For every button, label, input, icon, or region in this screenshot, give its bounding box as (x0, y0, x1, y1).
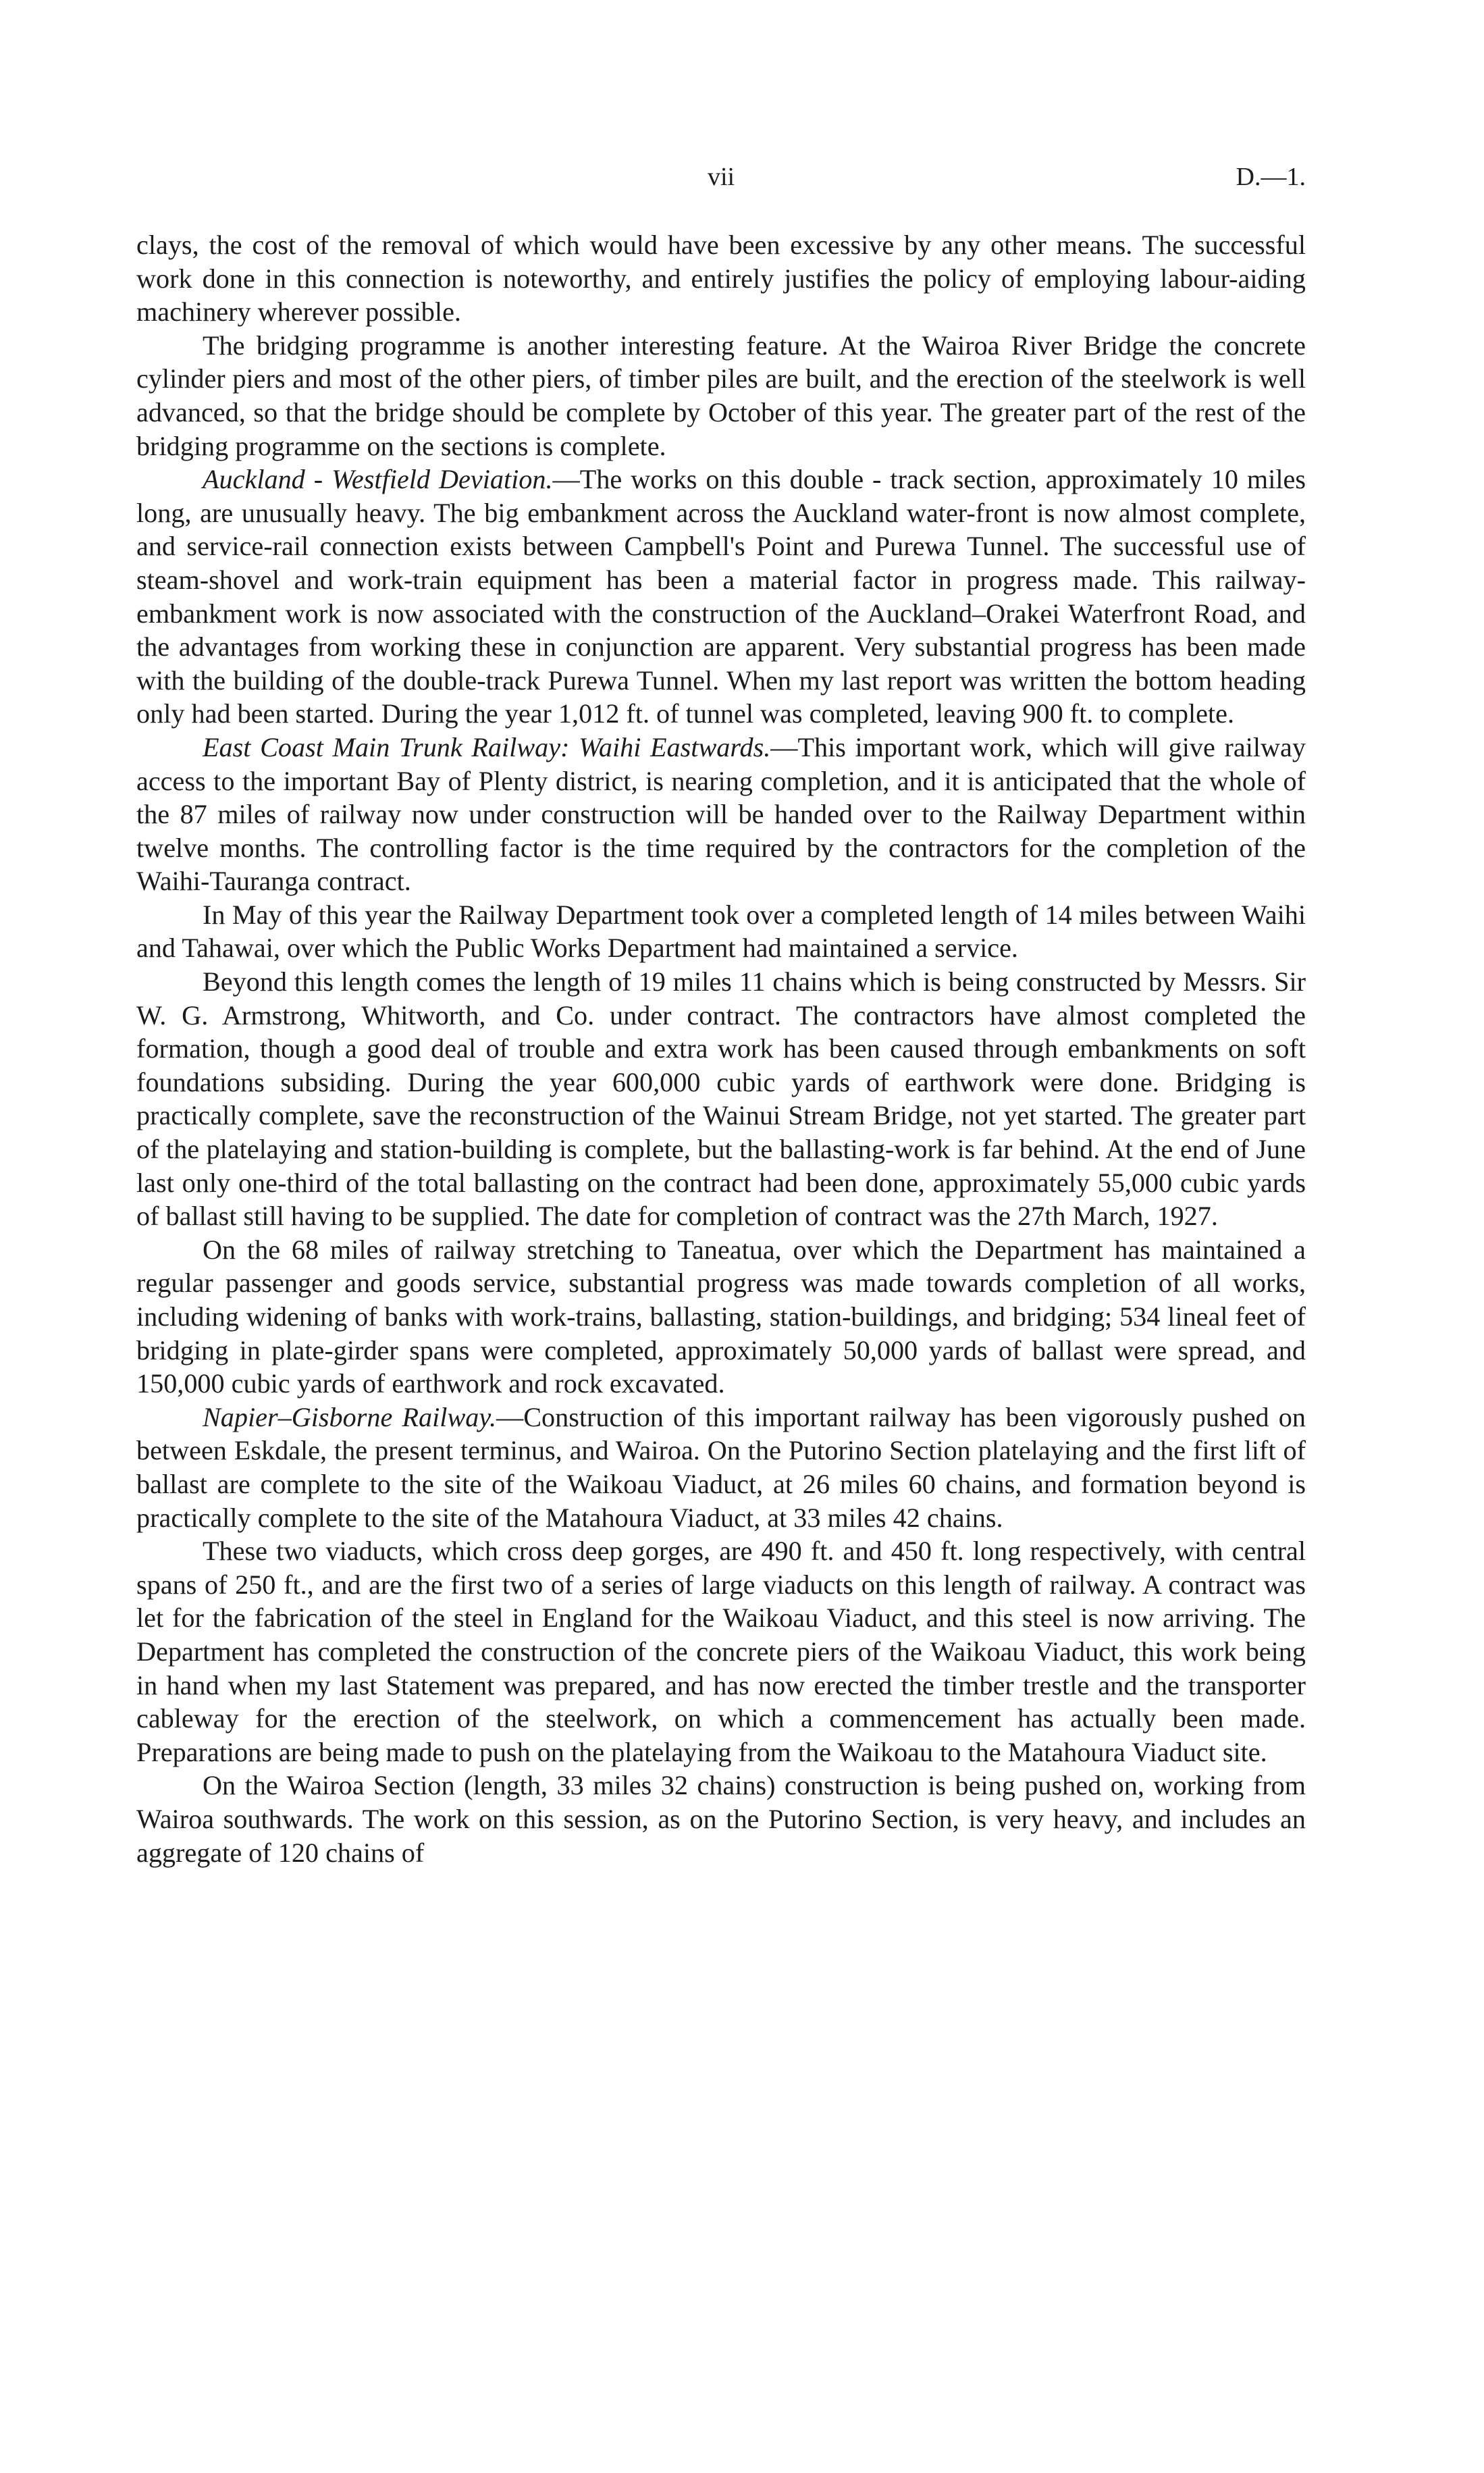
body-text (136, 228, 1306, 1869)
paragraph-text: —This important work, which will give railway access to the important Bay of Plenty district, is nearing completion, and it is anticipated that the whole of the 87 miles of railway now under construction will be handed over to the Railway Department within twelve months. The controlling factor is the time required by the contractors for the completion of the Waihi-Tauranga contract. (136, 731, 1306, 897)
document-reference: D.—1. (1236, 163, 1306, 191)
paragraph-text: Beyond this length comes the length of 19 miles 11 chains which is being constructed by Messrs. Sir W. G. Armstrong, Whitworth, and Co. under contract. The contractors have almost completed the formation, though a good deal of trouble and extra work has been caused through embankments on soft foundations subsiding. During the year 600,000 cubic yards of earthwork were done. Bridging is practically complete, save the reconstruction of the Wainui Stream Bridge, not yet started. The greater part of the platelaying and station-building is complete, but the ballasting-work is far behind. At the end of June last only one-third of the total ballasting on the contract had been done, approximately 55,000 cubic yards of ballast still having to be supplied. The date for completion of contract was the 27th March, 1927. (136, 966, 1306, 1232)
paragraph-text: On the Wairoa Section (length, 33 miles 32 chains) construction is being pushed on, working from Wairoa southwards. The work on this session, as on the Putorino Section, is very heavy, and includes an aggregate of 120 chains of (136, 1770, 1306, 1868)
paragraph-napier-gisborne (136, 1401, 1306, 1534)
paragraph-text: On the 68 miles of railway stretching to Taneatua, over which the Department has maintained a regular passenger and goods service, substantial progress was made towards completion of all works, including widening of banks with work-trains, ballasting, station-buildings, and bridging; 534 lineal feet of bridging in plate-girder spans were completed, approximately 50,000 yards of ballast were spread, and 150,000 cubic yards of earthwork and rock excavated. (136, 1234, 1306, 1399)
paragraph-text: —Construction of this important railway has been vigorously pushed on between Eskdale, the present terminus, and Wairoa. On the Putorino Section platelaying and the first lift of ballast are complete to the site of the Waikoau Viaduct, at 26 miles 60 chains, and formation beyond is practically complete to the site of the Matahoura Viaduct, at 33 miles 42 chains. (136, 1401, 1306, 1533)
paragraph-text: In May of this year the Railway Department took over a completed length of 14 miles between Waihi and Tahawai, over which the Public Works Department had maintained a service. (136, 899, 1306, 964)
paragraph-taneatua (136, 1233, 1306, 1401)
paragraph-wairoa-section (136, 1769, 1306, 1869)
paragraph-text: The bridging programme is another interesting feature. At the Wairoa River Bridge the concrete cylinder piers and most of the other piers, of timber piles are built, and the erection of the steelwork is well advanced, so that the bridge should be complete by October of this year. The greater part of the rest of the bridging programme on the sections is complete. (136, 330, 1306, 461)
page-header (136, 157, 1306, 197)
paragraph-may-takeover (136, 898, 1306, 965)
paragraph-armstrong-contract (136, 965, 1306, 1233)
paragraph-text: —The works on this double - track section, approximately 10 miles long, are unusually heavy. The big embankment across the Auckland water-front is now almost complete, and service-rail connection exists between Campbell's Point and Purewa Tunnel. The successful use of steam-shovel and work-train equipment has been a material factor in progress made. This railway-embankment work is now associated with the construction of the Auckland–Orakei Waterfront Road, and the advantages from working these in conjunction are apparent. Very substantial progress has been made with the building of the double-track Purewa Tunnel. When my last report was written the bottom heading only had been started. During the year 1,012 ft. of tunnel was completed, leaving 900 ft. to complete. (136, 464, 1306, 729)
paragraph-continued-clays (136, 228, 1306, 329)
paragraph-east-coast-main-trunk (136, 731, 1306, 898)
paragraph-auckland-westfield (136, 463, 1306, 731)
paragraph-viaducts (136, 1534, 1306, 1769)
paragraph-text: clays, the cost of the removal of which would have been excessive by any other means. The successful work done in this connection is noteworthy, and entirely justifies the policy of employing labour-aiding machinery wherever possible. (136, 230, 1306, 328)
section-heading-auckland-westfield: Auckland - Westfield Deviation. (203, 464, 553, 495)
section-heading-east-coast: East Coast Main Trunk Railway: Waihi Eastwards. (203, 731, 771, 762)
paragraph-text: These two viaducts, which cross deep gorges, are 490 ft. and 450 ft. long respectively, with central spans of 250 ft., and are the first two of a series of large viaducts on this length of railway. A contract was let for the fabrication of the steel in England for the Waikoau Viaduct, and this steel is now arriving. The Department has completed the construction of the concrete piers of the Waikoau Viaduct, this work being in hand when my last Statement was prepared, and has now erected the timber trestle and the transporter cableway for the erection of the steelwork, on which a commencement has actually been made. Preparations are being made to push on the platelaying from the Waikoau to the Matahoura Viaduct site. (136, 1536, 1306, 1767)
section-heading-napier-gisborne: Napier–Gisborne Railway. (203, 1401, 497, 1432)
document-page (136, 0, 1306, 2473)
paragraph-bridging-programme (136, 329, 1306, 463)
page-number: vii (707, 163, 735, 191)
